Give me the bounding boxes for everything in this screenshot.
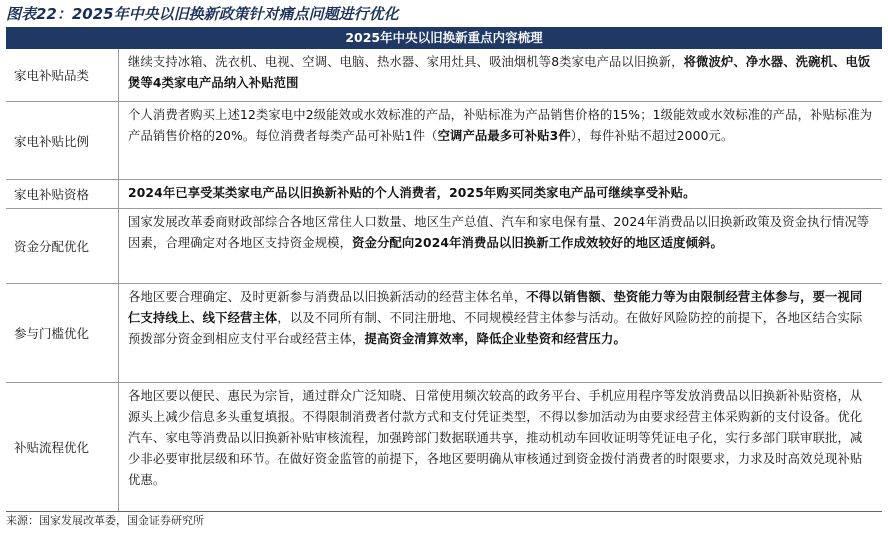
- table-row: [6, 284, 882, 383]
- desc-text: 各地区要合理确定、及时更新参与消费品以旧换新活动的经营主体名单，: [128, 290, 527, 304]
- table-row: [6, 49, 882, 102]
- row-description: [118, 180, 882, 208]
- row-category: 资金分配优化: [14, 239, 90, 254]
- row-description: [118, 284, 882, 382]
- source-note: 来源：国家发展改革委，国金证券研究所: [6, 514, 204, 527]
- desc-bold-text: 资金分配向2024年消费品以旧换新工作成效较好的地区适度倾斜。: [352, 236, 723, 250]
- desc-bold-text: 不得以销售额、垫资能力等为由限制经营主体参与，要一视同仁支持线上、线下经营主体: [128, 290, 863, 325]
- figure-title: 图表22：2025年中央以旧换新政策针对痛点问题进行优化: [6, 5, 399, 23]
- row-category: 参与门槛优化: [14, 326, 90, 341]
- policy-table: [6, 27, 882, 512]
- row-description: [118, 383, 882, 511]
- table-row: [6, 209, 882, 284]
- table-row: [6, 180, 882, 209]
- desc-text: 继续支持冰箱、洗衣机、电视、空调、电脑、热水器、家用灶具、吸油烟机等8类家电产品以旧换新，: [128, 55, 684, 69]
- table-header: 2025年中央以旧换新重点内容梳理: [6, 27, 882, 49]
- desc-text: ，以及不同所有制、不同注册地、不同规模经营主体参与活动。在做好风险防控的前提下，各地区结合实际预拨部分资金到相应支付平台或经营主体，: [128, 311, 863, 346]
- desc-bold-text: 将微波炉、净水器、洗碗机、电饭煲等4类家电产品纳入补贴范围: [128, 55, 871, 90]
- row-category: 家电补贴资格: [14, 187, 90, 202]
- desc-text: 国家发展改革委商财政部综合各地区常住人口数量、地区生产总值、汽车和家电保有量、2024年消费品以旧换新政策及资金执行情况等因素，合理确定对各地区支持资金规模，: [128, 215, 870, 250]
- desc-text: ），每件补贴不超过2000元。: [570, 129, 734, 143]
- table-row: [6, 383, 882, 512]
- row-category: 家电补贴比例: [14, 133, 90, 149]
- row-description: [118, 209, 882, 283]
- row-description: [118, 49, 882, 101]
- table-row: [6, 102, 882, 180]
- desc-text: 各地区要以便民、惠民为宗旨，通过群众广泛知晓、日常使用频次较高的政务平台、手机应用程序等发放消费品以旧换新补贴资格，从源头上减少信息多头重复填报。不得限制消费者付款方式和支付凭证类型，不得以参加活动为由要求经营主体采购新的支付设备。优化汽车、家电等消费品以旧换新补贴审核流程，加强跨部门数据联通共享，推动机动车回收证明等凭证电子化，实行多部门联审联批，减少非必要审批层级和环节。在做好资金监管的前提下，各地区要明确从审核通过到资金拨付消费者的时限要求，力求及时高效兑现补贴优惠。: [128, 389, 863, 487]
- desc-bold-text: 2024年已享受某类家电产品以旧换新补贴的个人消费者，2025年购买同类家电产品可继续享受补贴。: [128, 186, 696, 200]
- desc-bold-text: 空调产品最多可补贴3件: [437, 129, 571, 143]
- row-category: 补贴流程优化: [14, 440, 90, 455]
- desc-bold-text: 提高资金清算效率，降低企业垫资和经营压力。: [364, 332, 626, 346]
- row-category: 家电补贴品类: [14, 68, 90, 83]
- desc-text: 个人消费者购买上述12类家电中2级能效或水效标准的产品，补贴标准为产品销售价格的15%；1级能效或水效标准的产品，补贴标准为产品销售价格的20%。每位消费者每类产品可补贴1件（: [128, 108, 873, 143]
- row-description: [118, 102, 882, 179]
